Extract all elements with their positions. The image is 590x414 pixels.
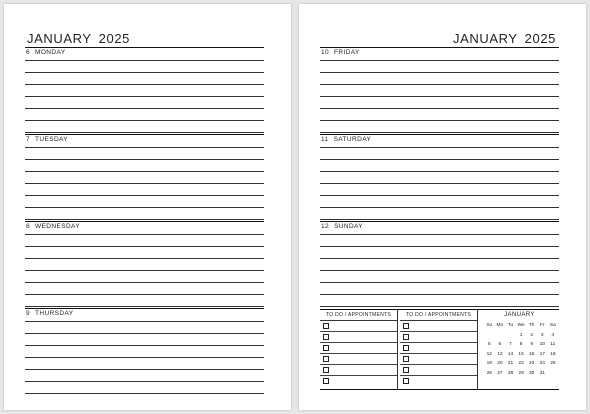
writing-line[interactable]	[320, 234, 559, 246]
title-year: 2025	[524, 31, 556, 46]
checkbox[interactable]	[403, 323, 409, 329]
checkbox[interactable]	[323, 323, 329, 329]
day-number: 10	[321, 49, 330, 56]
writing-line[interactable]	[25, 246, 264, 258]
writing-line[interactable]	[320, 159, 559, 171]
calendar-date: 15	[518, 351, 524, 357]
checkbox[interactable]	[323, 378, 329, 384]
writing-line[interactable]	[320, 195, 559, 207]
weekday-label: Th	[528, 323, 535, 328]
writing-line[interactable]	[25, 357, 264, 369]
writing-line[interactable]	[25, 345, 264, 357]
calendar-date: 30	[529, 370, 535, 376]
writing-line[interactable]	[25, 270, 264, 282]
todo-row[interactable]	[320, 321, 397, 332]
writing-line[interactable]	[25, 294, 264, 306]
day-number: 7	[26, 136, 31, 143]
calendar-date: 25	[550, 361, 556, 367]
right-page	[299, 4, 586, 410]
day-block	[25, 134, 264, 220]
day-number: 9	[26, 310, 31, 317]
calendar-date: 19	[486, 361, 492, 367]
writing-line[interactable]	[320, 132, 559, 133]
writing-line[interactable]	[25, 369, 264, 381]
day-number: 11	[321, 136, 329, 143]
day-name: THURSDAY	[35, 310, 74, 317]
todo-row[interactable]	[400, 365, 477, 376]
calendar-date: 2	[530, 332, 533, 338]
writing-line[interactable]	[320, 219, 559, 220]
weekday-label: We	[517, 323, 525, 328]
calendar-date: 5	[487, 342, 491, 348]
weekday-label: Fr	[540, 323, 545, 328]
bottom-section	[320, 309, 559, 390]
writing-line[interactable]	[25, 108, 264, 120]
checkbox[interactable]	[403, 345, 409, 351]
calendar-date: 3	[540, 332, 544, 338]
calendar-date	[548, 369, 559, 379]
calendar-date: 8	[519, 342, 523, 348]
writing-line[interactable]	[25, 159, 264, 171]
day-block	[25, 221, 264, 307]
weekday-label: Mo	[496, 323, 504, 328]
writing-line[interactable]	[25, 306, 264, 307]
writing-line[interactable]	[25, 321, 264, 333]
writing-line[interactable]	[25, 72, 264, 84]
calendar-date: 28	[507, 370, 514, 376]
day-block	[25, 47, 264, 133]
day-name: SUNDAY	[334, 223, 364, 230]
checkbox[interactable]	[323, 356, 329, 362]
weekday-label: Tu	[507, 323, 514, 328]
mini-calendar	[480, 310, 559, 389]
writing-line[interactable]	[320, 306, 559, 307]
calendar-date: 31	[539, 370, 545, 376]
title-month: JANUARY	[27, 31, 92, 46]
calendar-date: 18	[550, 351, 556, 357]
calendar-date: 4	[551, 332, 555, 338]
todo-row[interactable]	[320, 332, 397, 343]
writing-line[interactable]	[25, 120, 264, 132]
checkbox[interactable]	[323, 367, 329, 373]
writing-line[interactable]	[25, 282, 264, 294]
weekday-label: Su	[486, 323, 493, 328]
day-name: SATURDAY	[333, 136, 372, 143]
todo-row[interactable]	[320, 376, 397, 387]
day-block	[25, 308, 264, 394]
writing-line[interactable]	[25, 84, 264, 96]
day-block	[320, 47, 559, 133]
calendar-date: 16	[529, 351, 535, 357]
calendar-date: 12	[486, 351, 492, 357]
todo-row[interactable]	[400, 376, 477, 387]
page-title	[27, 31, 130, 46]
calendar-date	[505, 331, 516, 341]
writing-line[interactable]	[320, 270, 559, 282]
writing-line[interactable]	[25, 207, 264, 219]
writing-line[interactable]	[25, 333, 264, 345]
day-header	[320, 134, 559, 147]
writing-line[interactable]	[25, 381, 264, 393]
checkbox[interactable]	[403, 367, 409, 373]
writing-line[interactable]	[25, 195, 264, 207]
calendar-date: 24	[539, 361, 545, 367]
mini-calendar-title: JANUARY	[504, 312, 535, 318]
calendar-date: 21	[507, 361, 514, 367]
todo-row[interactable]	[320, 343, 397, 354]
calendar-date: 22	[518, 361, 524, 367]
calendar-date: 6	[498, 342, 502, 348]
writing-line[interactable]	[25, 183, 264, 195]
writing-line[interactable]	[25, 96, 264, 108]
writing-line[interactable]	[320, 183, 559, 195]
day-header	[25, 308, 264, 321]
writing-line[interactable]	[320, 72, 559, 84]
calendar-date: 26	[486, 370, 492, 376]
day-name: MONDAY	[35, 49, 66, 56]
checkbox[interactable]	[323, 334, 329, 340]
day-number: 12	[321, 223, 330, 230]
todo-row[interactable]	[400, 343, 477, 354]
calendar-date: 1	[519, 332, 523, 338]
writing-line[interactable]	[320, 84, 559, 96]
calendar-date: 13	[497, 351, 503, 357]
calendar-date: 9	[530, 342, 533, 348]
writing-line[interactable]	[25, 132, 264, 133]
writing-line[interactable]	[25, 234, 264, 246]
day-header	[25, 134, 264, 147]
title-month: JANUARY	[453, 31, 518, 46]
calendar-date: 29	[518, 370, 524, 376]
writing-line[interactable]	[25, 219, 264, 220]
todo-header: TO DO / APPOINTMENTS	[320, 310, 397, 321]
day-block	[320, 134, 559, 220]
todo-list	[400, 310, 478, 389]
calendar-date: 7	[509, 342, 512, 348]
day-name: FRIDAY	[334, 49, 360, 56]
calendar-date: 20	[497, 361, 503, 367]
writing-line[interactable]	[320, 246, 559, 258]
day-header	[25, 221, 264, 234]
writing-line[interactable]	[25, 171, 264, 183]
day-name: WEDNESDAY	[35, 223, 81, 230]
todo-row[interactable]	[400, 321, 477, 332]
weekday-label: Sa	[549, 323, 556, 328]
calendar-date	[495, 331, 506, 341]
todo-list	[320, 310, 398, 389]
writing-line[interactable]	[320, 60, 559, 72]
writing-line[interactable]	[25, 147, 264, 159]
writing-line[interactable]	[320, 294, 559, 306]
left-page	[4, 4, 291, 410]
day-header	[320, 221, 559, 234]
day-header	[320, 47, 559, 60]
calendar-date: 23	[529, 361, 535, 367]
day-name: TUESDAY	[35, 136, 69, 143]
writing-line[interactable]	[25, 393, 264, 394]
writing-line[interactable]	[320, 147, 559, 159]
writing-line[interactable]	[320, 282, 559, 294]
checkbox[interactable]	[403, 334, 409, 340]
todo-row[interactable]	[400, 332, 477, 343]
day-header	[25, 47, 264, 60]
day-number: 6	[26, 49, 31, 56]
title-year: 2025	[98, 31, 130, 46]
day-block	[320, 221, 559, 307]
mini-calendar-grid	[480, 321, 559, 379]
writing-line[interactable]	[320, 120, 559, 132]
calendar-date: 11	[550, 342, 556, 348]
calendar-date: 14	[507, 351, 514, 357]
writing-line[interactable]	[320, 171, 559, 183]
checkbox[interactable]	[403, 378, 409, 384]
todo-header: TO DO / APPOINTMENTS	[400, 310, 477, 321]
writing-line[interactable]	[320, 258, 559, 270]
calendar-date: 27	[497, 370, 503, 376]
writing-line[interactable]	[320, 207, 559, 219]
writing-line[interactable]	[25, 60, 264, 72]
writing-line[interactable]	[320, 96, 559, 108]
todo-row[interactable]	[320, 365, 397, 376]
calendar-date: 17	[539, 351, 545, 357]
writing-line[interactable]	[25, 258, 264, 270]
day-number: 8	[26, 223, 31, 230]
todo-row[interactable]	[320, 354, 397, 365]
checkbox[interactable]	[403, 356, 409, 362]
todo-row[interactable]	[400, 354, 477, 365]
page-title	[453, 31, 556, 46]
writing-line[interactable]	[320, 108, 559, 120]
calendar-date: 10	[539, 342, 545, 348]
calendar-date	[484, 331, 495, 341]
checkbox[interactable]	[323, 345, 329, 351]
